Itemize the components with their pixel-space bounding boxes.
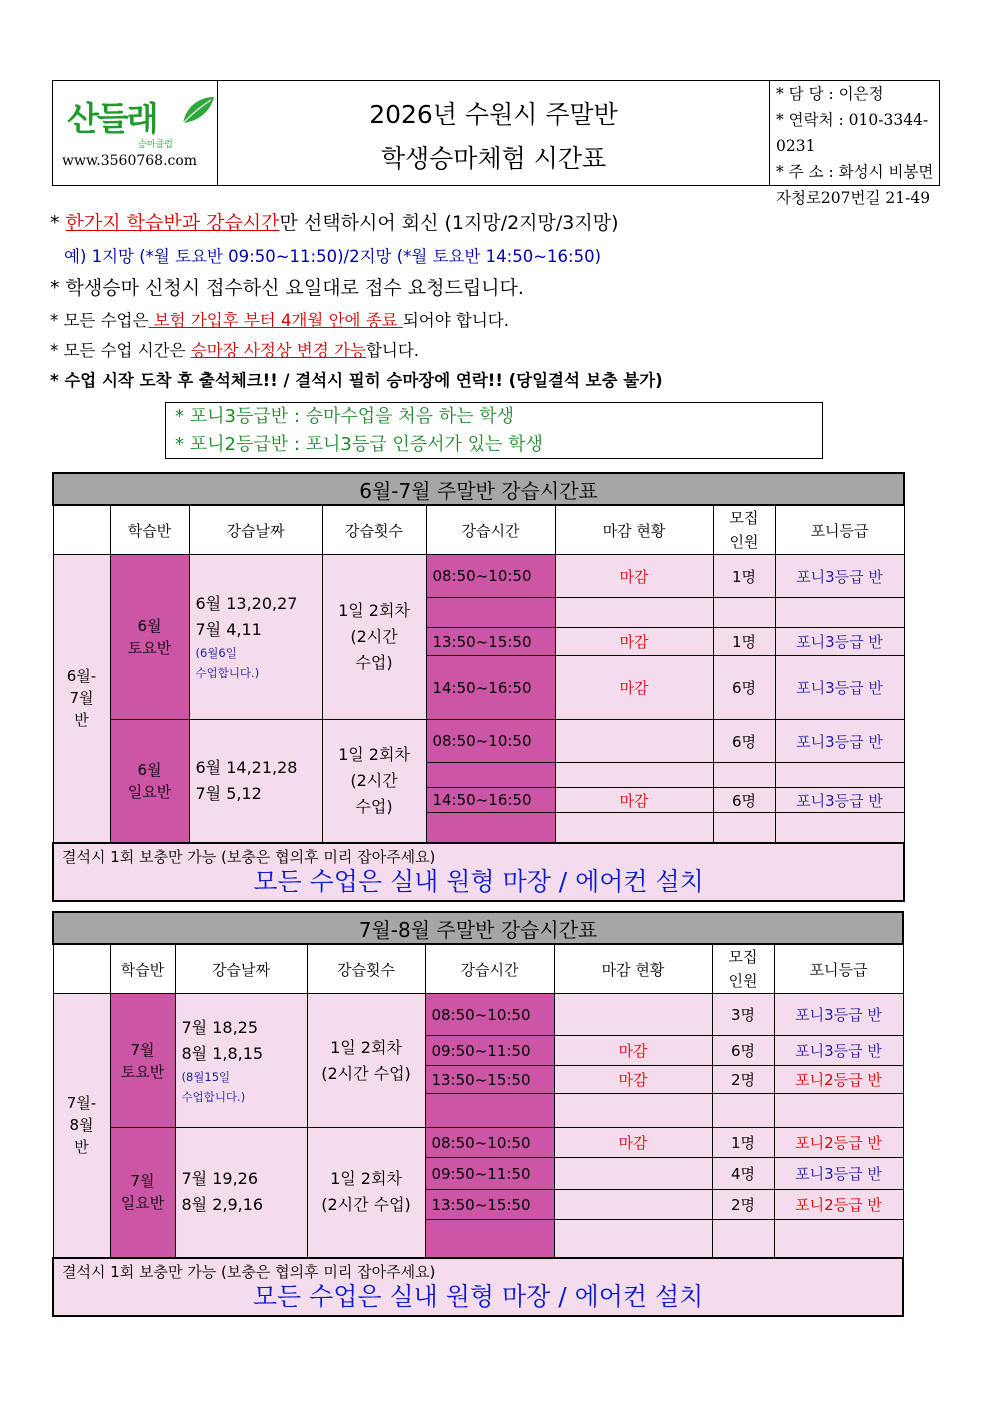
- header-blank: [53, 944, 110, 994]
- count-sat: 1일 2회차 (2시간 수업): [322, 555, 426, 720]
- grade-cell: 포니2등급 반: [774, 1190, 903, 1220]
- time-cell: [426, 598, 555, 628]
- group-label: 6월- 7월 반: [53, 555, 110, 843]
- table-footer: [53, 843, 904, 901]
- grade-cell: [775, 813, 904, 843]
- footer-facility-note: 모든 수업은 실내 원형 마장 / 에어컨 설치: [252, 1282, 704, 1311]
- dates-sat: [175, 994, 307, 1128]
- note-example: 예) 1지망 (*월 토요반 09:50~11:50)/2지망 (*월 토요반 14:50~16:50): [64, 247, 602, 266]
- grade-cell: 포니3등급 반: [774, 994, 903, 1036]
- status-cell: 마감: [554, 1036, 712, 1066]
- grade-cell: 포니3등급 반: [775, 555, 904, 598]
- status-cell: [554, 1190, 712, 1220]
- note-5-highlight: 승마장 사정상 변경 가능: [190, 341, 366, 360]
- header-time: 강습시간: [425, 944, 554, 994]
- capacity-cell: 2명: [712, 1066, 774, 1094]
- dates-sun: 7월 19,26 8월 2,9,16: [175, 1128, 307, 1258]
- capacity-cell: 6명: [713, 720, 775, 763]
- pony-grade-2-desc: * 포니2등급반 : 포니3등급 인증서가 있는 학생: [175, 434, 543, 455]
- note-6: * 수업 시작 도착 후 출석체크!! / 결석시 필히 승마장에 연락!! (당일결석 보충 불가): [50, 371, 663, 390]
- table-footer: [53, 1258, 903, 1316]
- count-sun: 1일 2회차 (2시간 수업): [307, 1128, 425, 1258]
- contact-phone: * 연락처 : 010-3344-0231: [776, 111, 929, 155]
- grade-cell: [775, 763, 904, 788]
- title-line-1: 2026년 수원시 주말반: [369, 100, 618, 129]
- time-cell: [425, 1094, 554, 1128]
- status-cell: [554, 1220, 712, 1258]
- time-cell: 14:50~16:50: [426, 656, 555, 720]
- capacity-cell: 1명: [713, 555, 775, 598]
- header-status: 마감 현황: [554, 944, 712, 994]
- header-blank: [53, 505, 110, 555]
- note-1: [50, 208, 619, 235]
- header-capacity: 모집 인원: [713, 505, 775, 555]
- status-cell: 마감: [555, 656, 713, 720]
- dates-sun: 6월 14,21,28 7월 5,12: [189, 720, 322, 843]
- class-sun: 7월 일요반: [110, 1128, 175, 1258]
- note-3: * 학생승마 신청시 접수하신 요일대로 접수 요청드립니다.: [50, 277, 524, 299]
- capacity-cell: 1명: [712, 1128, 774, 1158]
- header-dates: 강습날짜: [175, 944, 307, 994]
- status-cell: [555, 763, 713, 788]
- capacity-cell: 2명: [712, 1190, 774, 1220]
- dates-sat: [189, 555, 322, 720]
- capacity-cell: 4명: [712, 1158, 774, 1190]
- dates-sat-note: (8월15일 수업합니다.): [181, 1069, 246, 1104]
- grade-cell: [775, 598, 904, 628]
- header-dates: 강습날짜: [189, 505, 322, 555]
- note-4-highlight: 보험 가입후 부터 4개월 안에 종료: [148, 311, 403, 330]
- table-title: 7월-8월 주말반 강습시간표: [53, 912, 903, 944]
- logo-text: 산들래: [67, 99, 157, 138]
- contact-address-2: 자청로207번길 21-49: [776, 189, 931, 207]
- time-cell: 08:50~10:50: [425, 994, 554, 1036]
- dates-sat-text: 6월 13,20,27 7월 4,11: [195, 594, 298, 639]
- status-cell: 마감: [555, 555, 713, 598]
- grade-cell: 포니3등급 반: [774, 1158, 903, 1190]
- capacity-cell: [713, 813, 775, 843]
- pony-grade-3-desc: * 포니3등급반 : 승마수업을 처음 하는 학생: [175, 406, 515, 427]
- status-cell: 마감: [555, 628, 713, 656]
- status-cell: [555, 598, 713, 628]
- grade-cell: 포니3등급 반: [775, 628, 904, 656]
- page-title: [218, 81, 770, 185]
- note-5-post: 합니다.: [365, 341, 419, 360]
- website-url[interactable]: www.3560768.com: [62, 153, 198, 169]
- pony-grade-box: [165, 402, 823, 459]
- title-line-2: 학생승마체험 시간표: [380, 144, 607, 173]
- status-cell: 마감: [554, 1066, 712, 1094]
- leaf-icon: [181, 95, 215, 125]
- time-cell: [426, 763, 555, 788]
- header-class: 학습반: [110, 505, 189, 555]
- grade-cell: [774, 1094, 903, 1128]
- note-1-text: 만 선택하시어 회신 (1지망/2지망/3지망): [279, 212, 619, 234]
- capacity-cell: 6명: [712, 1036, 774, 1066]
- schedule-table-jun-jul: [52, 472, 905, 902]
- header-capacity: 모집 인원: [712, 944, 774, 994]
- header-box: [52, 80, 940, 207]
- time-cell: 08:50~10:50: [426, 720, 555, 763]
- class-sat: 6월 토요반: [110, 555, 189, 720]
- time-cell: 09:50~11:50: [425, 1158, 554, 1190]
- capacity-cell: 6명: [713, 656, 775, 720]
- time-cell: 09:50~11:50: [425, 1036, 554, 1066]
- logo-subtext: 승마클럽: [138, 140, 173, 150]
- header-class: 학습반: [110, 944, 175, 994]
- grade-cell: 포니3등급 반: [775, 788, 904, 813]
- capacity-cell: 6명: [713, 788, 775, 813]
- time-cell: 14:50~16:50: [426, 788, 555, 813]
- capacity-cell: 3명: [712, 994, 774, 1036]
- grade-cell: 포니2등급 반: [774, 1066, 903, 1094]
- table-title: 6월-7월 주말반 강습시간표: [53, 473, 904, 505]
- capacity-cell: 1명: [713, 628, 775, 656]
- status-cell: [554, 994, 712, 1036]
- capacity-cell: [712, 1094, 774, 1128]
- logo-area: [53, 81, 218, 185]
- header-count: 강습횟수: [307, 944, 425, 994]
- time-cell: 13:50~15:50: [425, 1066, 554, 1094]
- grade-cell: 포니2등급 반: [774, 1128, 903, 1158]
- note-4-post: 되어야 합니다.: [402, 311, 509, 330]
- time-cell: 13:50~15:50: [426, 628, 555, 656]
- contact-info: [770, 81, 940, 207]
- status-cell: [554, 1094, 712, 1128]
- note-4-pre: * 모든 수업은: [50, 311, 149, 330]
- class-sat: 7월 토요반: [110, 994, 175, 1128]
- note-5-pre: * 모든 수업 시간은: [50, 341, 191, 360]
- time-cell: [426, 813, 555, 843]
- class-sun: 6월 일요반: [110, 720, 189, 843]
- status-cell: 마감: [555, 788, 713, 813]
- footer-makeup-note: 결석시 1회 보충만 가능 (보충은 협의후 미리 잡아주세요): [62, 1263, 436, 1281]
- status-cell: [555, 720, 713, 763]
- footer-facility-note: 모든 수업은 실내 원형 마장 / 에어컨 설치: [253, 867, 704, 896]
- note-5: [50, 337, 419, 361]
- header-grade: 포니등급: [774, 944, 903, 994]
- capacity-cell: [713, 763, 775, 788]
- header-count: 강습횟수: [322, 505, 426, 555]
- note-bullet: *: [50, 212, 66, 234]
- note-1-highlight: 한가지 학습반과 강습시간: [65, 212, 280, 234]
- status-cell: 마감: [554, 1128, 712, 1158]
- dates-sat-note: (6월6일 수업합니다.): [195, 646, 260, 680]
- header-grade: 포니등급: [775, 505, 904, 555]
- count-sun: 1일 2회차 (2시간 수업): [322, 720, 426, 843]
- contact-address: * 주 소 : 화성시 비봉면: [776, 163, 934, 181]
- capacity-cell: [713, 598, 775, 628]
- grade-cell: 포니3등급 반: [775, 720, 904, 763]
- capacity-cell: [712, 1220, 774, 1258]
- group-label: 7월- 8월 반: [53, 994, 110, 1258]
- grade-cell: 포니3등급 반: [774, 1036, 903, 1066]
- status-cell: [554, 1158, 712, 1190]
- time-cell: [425, 1220, 554, 1258]
- footer-makeup-note: 결석시 1회 보충만 가능 (보충은 협의후 미리 잡아주세요): [62, 848, 436, 866]
- grade-cell: [774, 1220, 903, 1258]
- note-4: [50, 307, 509, 331]
- count-sat: 1일 2회차 (2시간 수업): [307, 994, 425, 1128]
- header-time: 강습시간: [426, 505, 555, 555]
- header-status: 마감 현황: [555, 505, 713, 555]
- time-cell: 08:50~10:50: [426, 555, 555, 598]
- grade-cell: 포니3등급 반: [775, 656, 904, 720]
- time-cell: 13:50~15:50: [425, 1190, 554, 1220]
- status-cell: [555, 813, 713, 843]
- schedule-table-jul-aug: [52, 911, 904, 1317]
- time-cell: 08:50~10:50: [425, 1128, 554, 1158]
- contact-manager: * 담 당 : 이은정: [776, 85, 884, 103]
- dates-sat-text: 7월 18,25 8월 1,8,15: [181, 1017, 264, 1063]
